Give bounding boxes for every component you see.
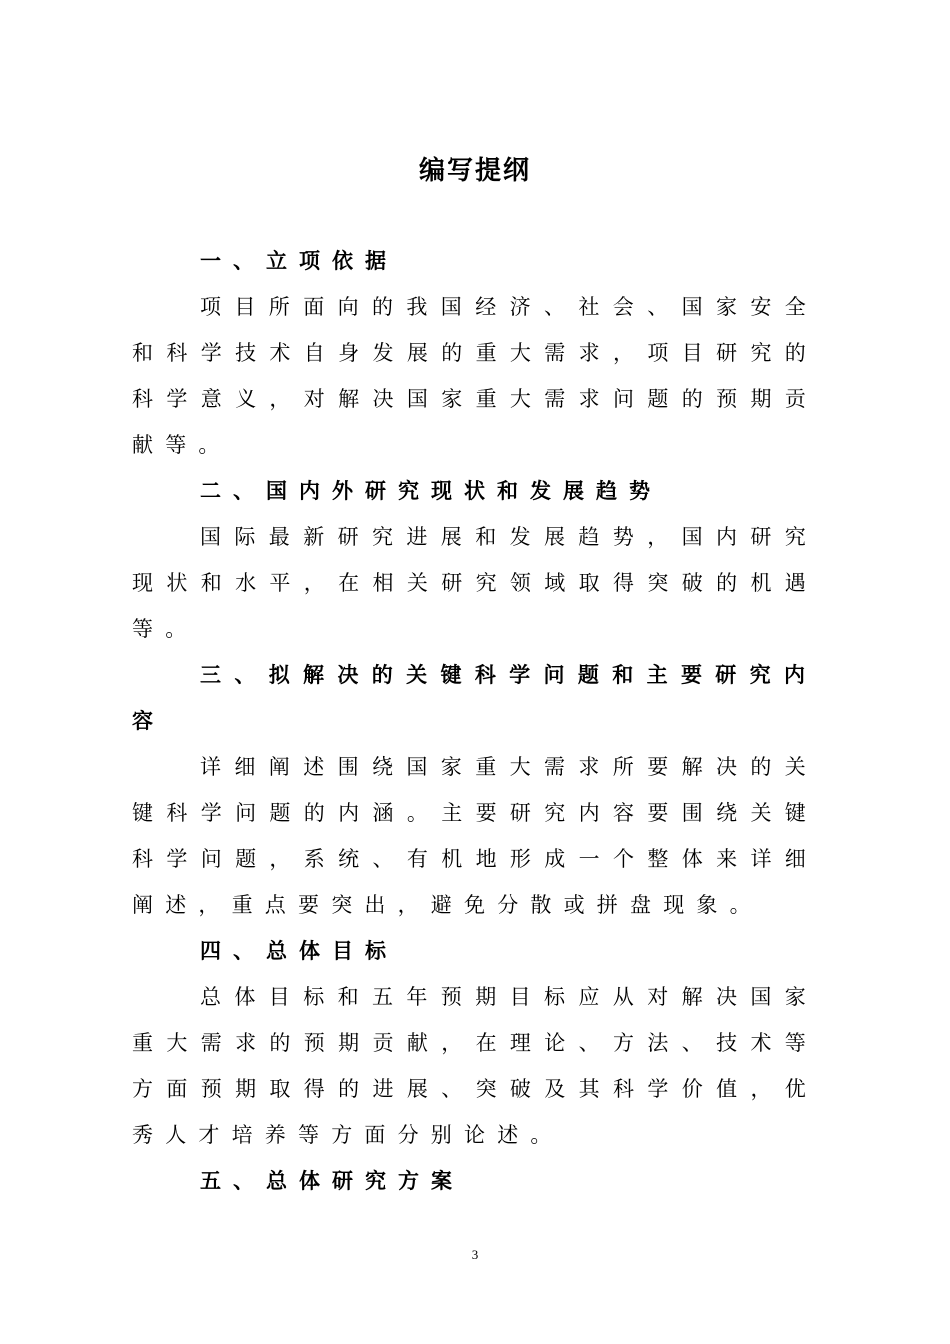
section-paragraph-4: 总体目标和五年预期目标应从对解决国家重大需求的预期贡献，在理论、方法、技术等方面预期取得的进展、突破及其科学价值，优秀人才培养等方面分别论述。: [132, 985, 818, 1147]
section-heading-1: 一、立项依据: [200, 249, 398, 273]
section-paragraph-2: 国际最新研究进展和发展趋势，国内研究现状和水平，在相关研究领域取得突破的机遇等。: [132, 525, 818, 641]
document-title: 编写提纲: [418, 156, 531, 186]
page-number: 3: [471, 1247, 479, 1262]
section-heading-4: 四、总体目标: [200, 939, 398, 963]
document-body: [132, 238, 818, 1204]
section-heading-2: 二、国内外研究现状和发展趋势: [200, 479, 662, 503]
section-heading-5: 五、总体研究方案: [200, 1169, 464, 1193]
section-paragraph-1: 项目所面向的我国经济、社会、国家安全和科学技术自身发展的重大需求，项目研究的科学意义，对解决国家重大需求问题的预期贡献等。: [132, 295, 818, 457]
section-heading-3: 三、拟解决的关键科学问题和主要研究内容: [132, 663, 818, 733]
section-paragraph-3: 详细阐述围绕国家重大需求所要解决的关键科学问题的内涵。主要研究内容要围绕关键科学问题，系统、有机地形成一个整体来详细阐述，重点要突出，避免分散或拼盘现象。: [132, 755, 818, 917]
